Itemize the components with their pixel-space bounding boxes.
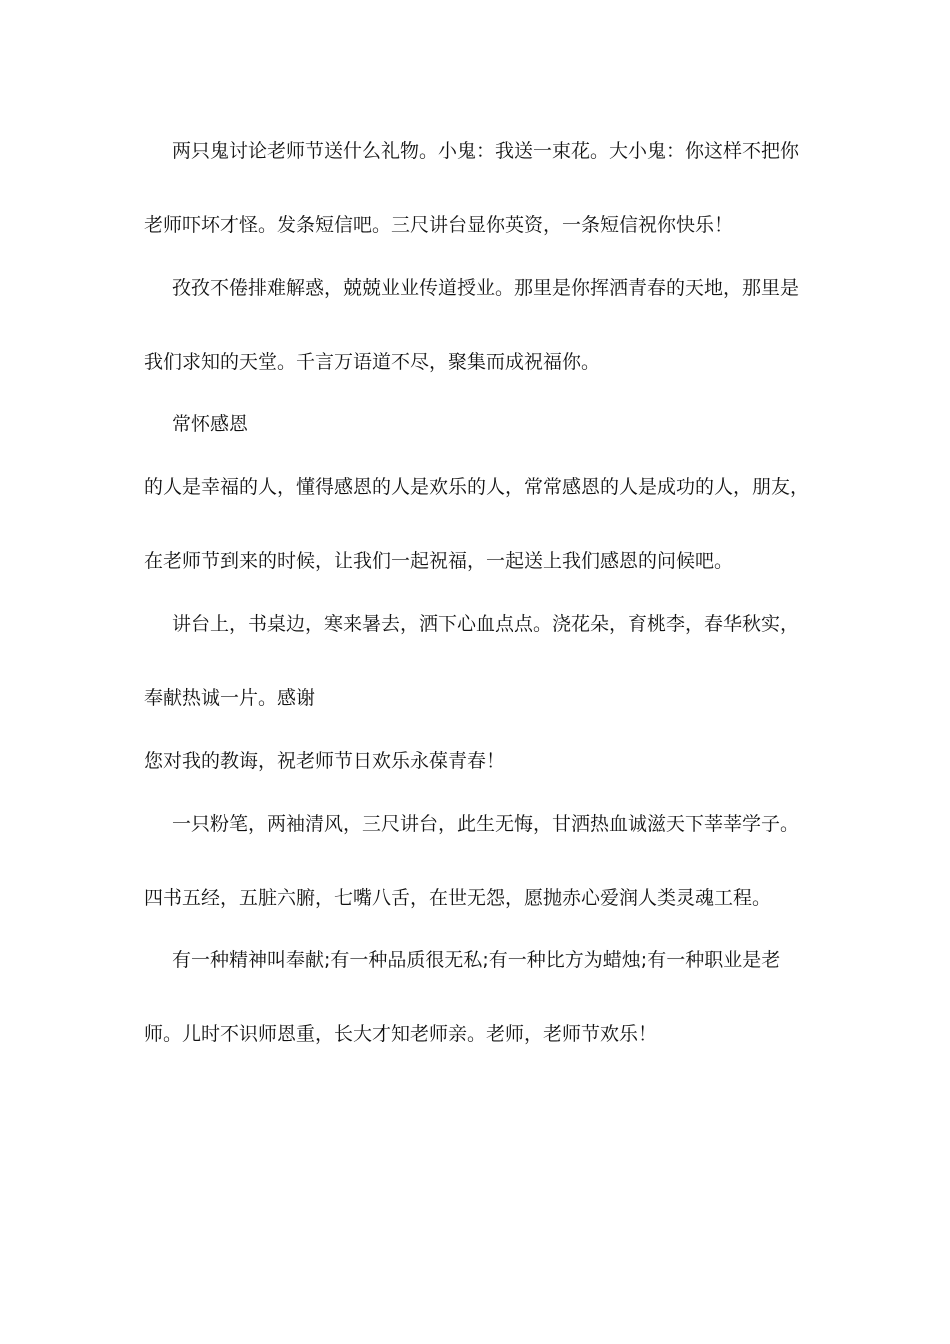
paragraph-4-line-1: 讲台上，书桌边，寒来暑去，洒下心血点点。浇花朵，育桃李，春华秋实，	[172, 613, 800, 635]
paragraph-1-line-1: 两只鬼讨论老师节送什么礼物。小鬼：我送一束花。大小鬼：你这样不把你	[172, 140, 800, 162]
paragraph-6-line-2: 师。儿时不识师恩重，长大才知老师亲。老师，老师节欢乐！	[144, 1023, 658, 1045]
paragraph-5-line-2: 四书五经，五脏六腑，七嘴八舌，在世无怨，愿抛赤心爱润人类灵魂工程。	[144, 887, 772, 909]
paragraph-2-line-2: 我们求知的天堂。千言万语道不尽，聚集而成祝福你。	[144, 351, 601, 373]
paragraph-4-line-3: 您对我的教诲，祝老师节日欢乐永葆青春！	[144, 750, 506, 772]
paragraph-3-line-3: 在老师节到来的时候，让我们一起祝福，一起送上我们感恩的问候吧。	[144, 550, 734, 572]
paragraph-2-line-1: 孜孜不倦排难解惑，兢兢业业传道授业。那里是你挥洒青春的天地，那里是	[172, 277, 800, 299]
paragraph-4-line-2: 奉献热诚一片。感谢	[144, 687, 316, 709]
paragraph-5-line-1: 一只粉笔，两袖清风，三尺讲台，此生无悔，甘洒热血诚滋天下莘莘学子。	[172, 813, 800, 835]
paragraph-1-line-2: 老师吓坏才怪。发条短信吧。三尺讲台显你英资，一条短信祝你快乐！	[144, 214, 734, 236]
paragraph-3-line-1: 常怀感恩	[172, 413, 249, 435]
paragraph-6-line-1: 有一种精神叫奉献;有一种品质很无私;有一种比方为蜡烛;有一种职业是老	[172, 949, 781, 971]
paragraph-3-line-2: 的人是幸福的人，懂得感恩的人是欢乐的人，常常感恩的人是成功的人，朋友，	[144, 476, 810, 498]
